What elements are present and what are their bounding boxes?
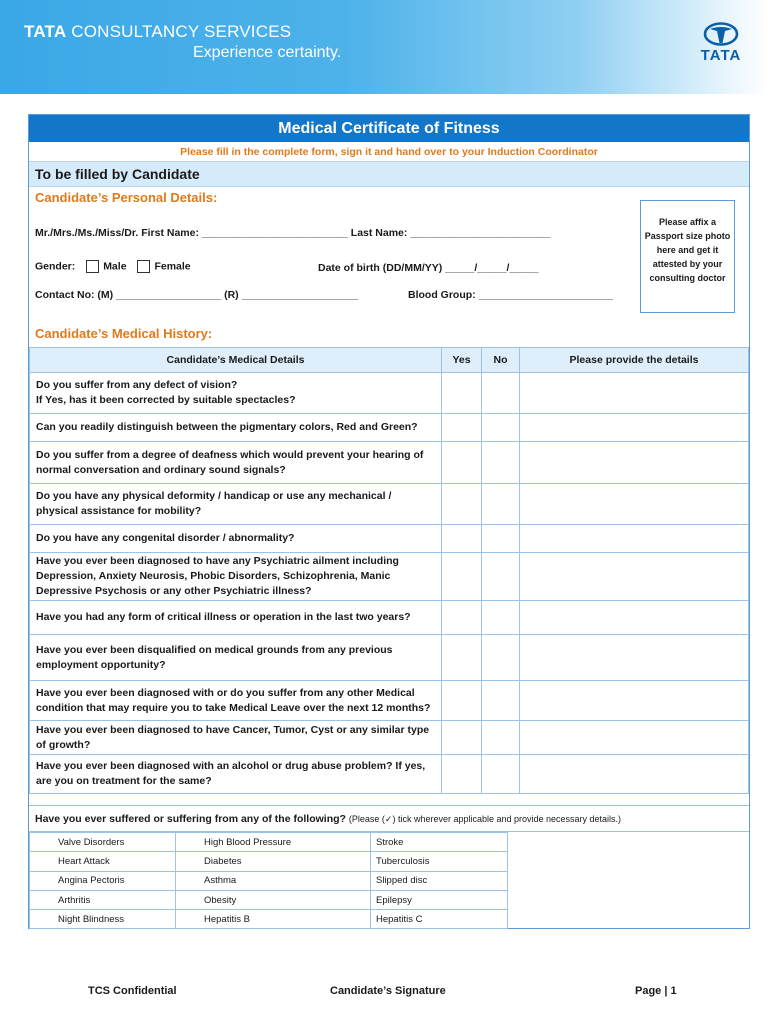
question-cell: Have you ever been diagnosed to have Cancer, Tumor, Cyst or any similar type of growth? (30, 721, 442, 755)
name-row[interactable]: Mr./Mrs./Ms./Miss/Dr. First Name: _________________________ Last Name: ________________________ (35, 227, 551, 239)
table-row (30, 525, 749, 553)
disease-cell[interactable]: Arthritis (30, 890, 176, 909)
no-cell[interactable] (482, 525, 520, 553)
question-cell: Have you ever been diagnosed with or do you suffer from any other Medical condition that may require you to take Medical Leave over the next 12 months? (30, 681, 442, 721)
dob-field[interactable]: Date of birth (DD/MM/YY) _____/_____/_____ (318, 262, 539, 274)
question-cell: Do you have any congenital disorder / abnormality? (30, 525, 442, 553)
photo-box: Please affix a Passport size photo here and get it attested by your consulting doctor (640, 200, 735, 313)
disease-cell[interactable]: Night Blindness (30, 910, 176, 929)
yes-cell[interactable] (442, 373, 482, 414)
form-instruction: Please fill in the complete form, sign it and hand over to your Induction Coordinator (29, 142, 749, 162)
table-row (30, 871, 508, 890)
disease-cell[interactable]: Hepatitis B (176, 910, 371, 929)
table-row (30, 755, 749, 794)
male-checkbox[interactable] (86, 260, 99, 273)
footer-signature: Candidate’s Signature (330, 985, 446, 997)
disease-cell[interactable]: Hepatitis C (371, 910, 508, 929)
disease-cell[interactable]: Asthma (176, 871, 371, 890)
tata-logo (695, 22, 747, 64)
disease-cell[interactable]: Slipped disc (371, 871, 508, 890)
form-title: Medical Certificate of Fitness (29, 115, 749, 142)
candidate-section-bar: To be filled by Candidate (29, 162, 749, 187)
following-note: (Please (✓) tick wherever applicable and provide necessary details.) (348, 814, 622, 824)
table-row (30, 721, 749, 755)
details-cell[interactable] (520, 414, 749, 442)
no-cell[interactable] (482, 755, 520, 794)
table-row (30, 553, 749, 601)
details-cell[interactable] (520, 755, 749, 794)
gender-label: Gender: (35, 260, 76, 273)
tagline: Experience certainty. (193, 44, 342, 61)
details-cell[interactable] (520, 681, 749, 721)
footer-page-number: Page | 1 (635, 985, 677, 997)
no-cell[interactable] (482, 553, 520, 601)
table-row (30, 442, 749, 484)
question-cell: Do you suffer from a degree of deafness which would prevent your hearing of normal conversation and ordinary sound signals? (30, 442, 442, 484)
personal-details-heading: Candidate’s Personal Details: (35, 190, 218, 205)
medical-history-table (29, 347, 749, 794)
no-cell[interactable] (482, 721, 520, 755)
col-header-details: Candidate’s Medical Details (30, 348, 442, 373)
disease-cell[interactable]: Epilepsy (371, 890, 508, 909)
page-header (0, 0, 768, 94)
no-cell[interactable] (482, 681, 520, 721)
yes-cell[interactable] (442, 484, 482, 525)
disease-cell[interactable]: Tuberculosis (371, 852, 508, 871)
table-row (30, 852, 508, 871)
female-checkbox[interactable] (137, 260, 150, 273)
details-cell[interactable] (520, 442, 749, 484)
disease-cell[interactable]: Diabetes (176, 852, 371, 871)
male-label: Male (103, 260, 127, 273)
disease-cell[interactable]: Valve Disorders (30, 833, 176, 852)
yes-cell[interactable] (442, 635, 482, 681)
details-cell[interactable] (520, 635, 749, 681)
following-question: Have you ever suffered or suffering from any of the following? (35, 813, 346, 825)
medical-history-heading: Candidate’s Medical History: (35, 326, 213, 341)
yes-cell[interactable] (442, 755, 482, 794)
brand-rest: CONSULTANCY SERVICES (66, 22, 292, 41)
footer-confidential: TCS Confidential (88, 985, 177, 997)
table-row (30, 910, 508, 929)
female-label: Female (154, 260, 191, 273)
disease-cell[interactable]: Obesity (176, 890, 371, 909)
details-cell[interactable] (520, 525, 749, 553)
details-cell[interactable] (520, 373, 749, 414)
yes-cell[interactable] (442, 721, 482, 755)
table-row (30, 484, 749, 525)
col-header-yes: Yes (442, 348, 482, 373)
question-cell: Can you readily distinguish between the pigmentary colors, Red and Green? (30, 414, 442, 442)
no-cell[interactable] (482, 373, 520, 414)
contact-row[interactable]: Contact No: (M) __________________ (R) ____________________ (35, 289, 359, 301)
no-cell[interactable] (482, 442, 520, 484)
table-row (30, 833, 508, 852)
logo-word: TATA (700, 47, 742, 64)
yes-cell[interactable] (442, 553, 482, 601)
details-cell[interactable] (520, 601, 749, 635)
no-cell[interactable] (482, 414, 520, 442)
table-row (30, 414, 749, 442)
question-cell: Have you ever been diagnosed to have any Psychiatric ailment including Depression, Anxiety Neurosis, Phobic Disorders, Schizophrenia, Manic Depressive Psychosis or any other Psychiatric illness? (30, 553, 442, 601)
question-cell: Have you ever been disqualified on medical grounds from any previous employment opportunity? (30, 635, 442, 681)
yes-cell[interactable] (442, 525, 482, 553)
yes-cell[interactable] (442, 681, 482, 721)
gender-row (35, 260, 191, 273)
question-cell: Have you ever been diagnosed with an alcohol or drug abuse problem? If yes, are you on treatment for the same? (30, 755, 442, 794)
table-row (30, 373, 749, 414)
question-cell: Do you suffer from any defect of vision? If Yes, has it been corrected by suitable spectacles? (30, 373, 442, 414)
details-cell[interactable] (520, 553, 749, 601)
no-cell[interactable] (482, 601, 520, 635)
table-row (30, 890, 508, 909)
table-row (30, 635, 749, 681)
disease-cell[interactable]: Angina Pectoris (30, 871, 176, 890)
no-cell[interactable] (482, 484, 520, 525)
table-row (30, 681, 749, 721)
company-name (24, 22, 291, 42)
tata-emblem-icon (703, 22, 739, 46)
details-cell[interactable] (520, 484, 749, 525)
yes-cell[interactable] (442, 442, 482, 484)
brand-strong: TATA (24, 22, 67, 41)
col-header-provide-details: Please provide the details (520, 348, 749, 373)
details-cell[interactable] (520, 721, 749, 755)
yes-cell[interactable] (442, 414, 482, 442)
col-header-no: No (482, 348, 520, 373)
medical-form (28, 114, 750, 929)
question-cell: Do you have any physical deformity / handicap or use any mechanical / physical assistance for mobility? (30, 484, 442, 525)
yes-cell[interactable] (442, 601, 482, 635)
blood-group-field[interactable]: Blood Group: _______________________ (408, 289, 613, 301)
following-question-row (29, 805, 749, 832)
disease-cell[interactable]: High Blood Pressure (176, 833, 371, 852)
disease-cell[interactable]: Stroke (371, 833, 508, 852)
diseases-table (29, 832, 508, 929)
question-cell: Have you had any form of critical illness or operation in the last two years? (30, 601, 442, 635)
table-row (30, 601, 749, 635)
no-cell[interactable] (482, 635, 520, 681)
disease-cell[interactable]: Heart Attack (30, 852, 176, 871)
